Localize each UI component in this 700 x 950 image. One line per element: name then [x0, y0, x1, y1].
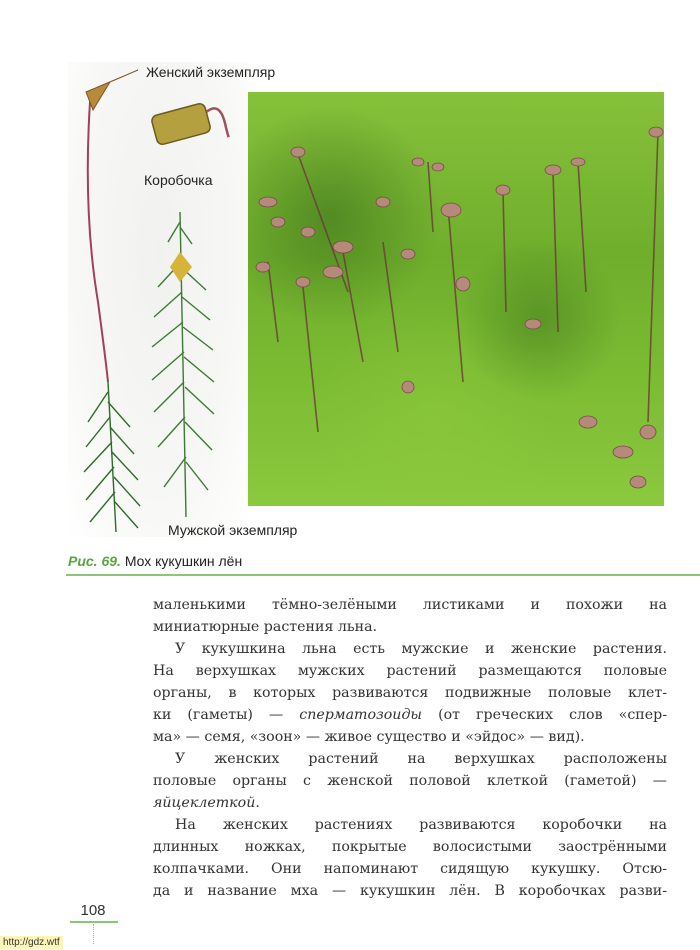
text-line: миниатюрные растения льна.: [153, 619, 378, 635]
text-fragment: .: [255, 795, 260, 811]
text-line: На верхушках мужских растений размещаются половые: [153, 663, 667, 679]
text-line: [153, 792, 667, 814]
text-line: длинных ножках, покрытые волосистыми заострёнными: [153, 839, 667, 855]
term-spermatozoids: сперматозоиды: [299, 707, 422, 723]
figure-caption: [68, 553, 242, 569]
watermark-link[interactable]: http://gdz.wtf: [0, 936, 63, 949]
text-line: органы, в которых развиваются подвижные половые клет-: [153, 685, 667, 701]
text-fragment: ки (гаметы) —: [153, 707, 300, 723]
term-egg-cell: яйцеклеткой: [153, 795, 256, 811]
text-line: половые органы с женской половой клеткой (гаметой) —: [153, 773, 667, 789]
text-line: [153, 704, 667, 726]
figure-number: Рис. 69.: [68, 553, 121, 569]
text-line: да и название мха — кукушкин лён. В коробочках разви-: [153, 883, 667, 899]
text-line: ма» — семя, «зоон» — живое существо и «эйдос» — вид).: [153, 729, 585, 745]
body-text: [153, 594, 667, 902]
label-female-specimen: Женский экземпляр: [146, 64, 276, 80]
moss-specimen-illustration: [68, 62, 248, 542]
label-capsule: Коробочка: [144, 172, 213, 188]
text-line: На женских растениях развиваются коробочки на: [175, 817, 667, 833]
caption-divider: [66, 574, 700, 576]
text-fragment: (от греческих слов «спер-: [422, 707, 667, 723]
text-line: колпачками. Они напоминают сидящую кукушку. Отсю-: [153, 861, 667, 877]
figure-title: Мох кукушкин лён: [124, 553, 243, 569]
page-dots-decoration: [93, 924, 95, 944]
page-number-rule: [70, 921, 118, 923]
text-line: маленькими тёмно-зелёными листиками и похожи на: [153, 597, 667, 613]
moss-photo: [248, 92, 664, 506]
text-line: У кукушкина льна есть мужские и женские растения.: [175, 641, 667, 657]
page-number: 108: [80, 902, 106, 919]
text-line: У женских растений на верхушках расположены: [175, 751, 667, 767]
label-male-specimen: Мужской экземпляр: [168, 522, 298, 538]
